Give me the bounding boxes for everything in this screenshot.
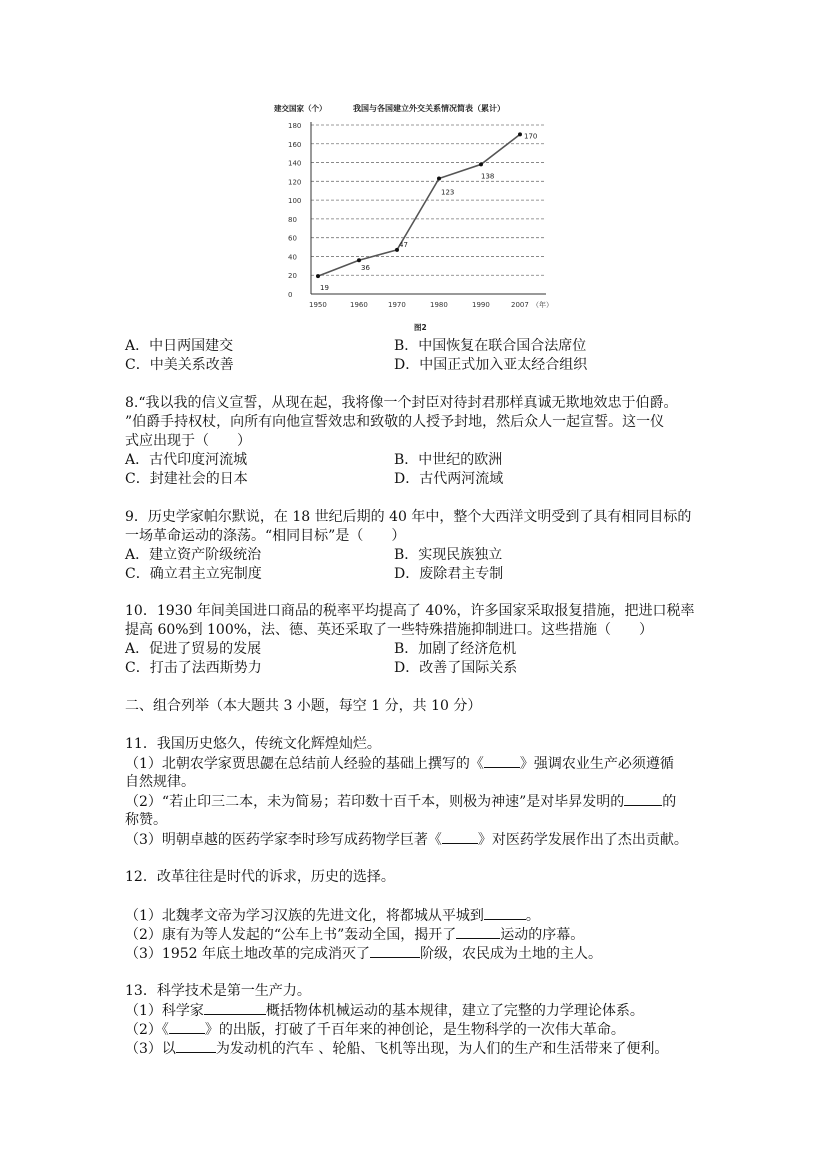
q13-item-1-text-b: 概括物体机械运动的基本规律，建立了完整的力学理论体系。 <box>265 1003 644 1019</box>
q10-stem-line-1: 10．1930 年间美国进口商品的税率平均提高了 40%，许多国家采取报复措施，把进口税率 <box>125 603 695 619</box>
q12-item-1 <box>125 905 540 926</box>
q11-item-3 <box>125 829 688 850</box>
q8-option-b: B．中世纪的欧洲 <box>394 452 503 468</box>
chart-series-line <box>318 134 520 276</box>
q11-item-2-cont: 称赞。 <box>125 812 167 828</box>
q7-option-d: D．中国正式加入亚太经合组织 <box>394 357 588 373</box>
chart-x-tick-label: 1970 <box>388 301 406 309</box>
q8-option-d: D．古代两河流域 <box>394 471 504 487</box>
q12-item-1-text-b: 。 <box>525 908 540 924</box>
chart-svg <box>268 98 568 338</box>
chart-x-tick-label: 1980 <box>430 301 448 309</box>
q11-item-2 <box>125 791 676 812</box>
q12-stem: 12．改革往往是时代的诉求，历史的选择。 <box>125 869 395 885</box>
q11-item-3-text-a: （3）明朝卓越的医药学家李时珍写成药物学巨著《 <box>125 832 442 848</box>
q8-stem-line-3: 式应出现于（ ） <box>125 433 251 449</box>
chart-y-tick-label: 120 <box>288 178 302 187</box>
q8-option-a: A．古代印度河流城 <box>125 452 248 468</box>
chart-data-label: 36 <box>361 264 370 273</box>
q13-item-3-text-a: （3）以 <box>125 1041 176 1057</box>
q13-item-3 <box>125 1038 668 1059</box>
q8-option-c: C．封建社会的日本 <box>125 471 248 487</box>
q9-stem-line-2: 一场革命运动的涤荡。“相同目标”是（ ） <box>125 528 406 544</box>
q13-item-2-text-a: （2）《 <box>125 1022 169 1038</box>
chart-x-tick-label: 2007 <box>511 301 529 309</box>
q13-item-1 <box>125 1000 644 1021</box>
q9-option-a: A．建立资产阶级统治 <box>125 547 262 563</box>
q12-item-2-text-a: （2）康有为等人发起的“公车上书”轰动全国，揭开了 <box>125 927 457 943</box>
q11-item-1-cont: 自然规律。 <box>125 774 195 790</box>
chart-data-label: 19 <box>320 284 329 293</box>
chart-data-point <box>479 162 483 166</box>
chart-y-tick-label: 0 <box>288 291 293 299</box>
q12-item-2 <box>125 924 584 945</box>
q11-item-1-text-b: 》强调农业生产必须遵循 <box>519 756 674 772</box>
q12-item-3-text-b: 阶级，农民成为土地的主人。 <box>420 946 602 962</box>
q11-item-3-text-b: 》对医药学发展作出了杰出贡献。 <box>477 832 688 848</box>
q10-option-d: D．改善了国际关系 <box>394 660 518 676</box>
q12-blank-1[interactable] <box>484 905 526 920</box>
q7-option-b: B．中国恢复在联合国合法席位 <box>394 338 587 354</box>
chart-data-label: 170 <box>524 132 538 141</box>
chart-x-tick-label: 1990 <box>472 301 490 309</box>
q11-item-1 <box>125 753 674 774</box>
q13-item-2-text-b: 》的出版，打破了千百年来的神创论，是生物科学的一次伟大革命。 <box>204 1022 625 1038</box>
chart-y-tick-label: 80 <box>288 215 297 224</box>
chart-title: 我国与各国建立外交关系情况简表（累计） <box>353 104 505 113</box>
q9-stem-line-1: 9．历史学家帕尔默说，在 18 世纪后期的 40 年中，整个大西洋文明受到了具有相同目标的 <box>125 509 692 525</box>
q13-blank-2[interactable] <box>169 1019 205 1034</box>
chart-data-point <box>316 274 320 278</box>
chart-y-tick-label: 180 <box>288 122 302 130</box>
chart-y-tick-label: 40 <box>288 253 297 262</box>
q11-item-2-text-a: （2）“若止印三二本，未为简易；若印数十百千本，则极为神速”是对毕昇发明的 <box>125 794 625 810</box>
chart-data-label: 123 <box>441 188 455 197</box>
q12-blank-3[interactable] <box>370 943 420 958</box>
q12-item-3 <box>125 943 602 964</box>
q11-stem: 11．我国历史悠久，传统文化辉煌灿烂。 <box>125 736 381 752</box>
q13-blank-1[interactable] <box>204 1000 266 1015</box>
q11-item-2-text-b: 的 <box>662 794 677 810</box>
section-2-title: 二、组合列举（本大题共 3 小题，每空 1 分，共 10 分） <box>125 698 482 714</box>
q13-item-3-text-b: 为发动机的汽车 、轮船、飞机等出现，为人们的生产和生活带来了便利。 <box>215 1041 669 1057</box>
chart-y-tick-label: 160 <box>288 140 302 149</box>
q13-blank-3[interactable] <box>176 1038 216 1053</box>
chart-caption: 图2 <box>414 323 427 332</box>
q10-option-b: B．加剧了经济危机 <box>394 641 517 657</box>
q11-blank-3[interactable] <box>442 829 478 844</box>
q9-option-b: B．实现民族独立 <box>394 547 503 563</box>
q8-stem-line-2: ”伯爵手持权杖，向所有向他宣誓效忠和致敬的人授予封地，然后众人一起宣誓。这一仪 <box>125 414 665 430</box>
q9-option-c: C．确立君主立宪制度 <box>125 566 262 582</box>
q10-stem-line-2: 提高 60%到 100%，法、德、英还采取了一些特殊措施抑制进口。这些措施（ ） <box>125 622 654 638</box>
q10-option-a: A．促进了贸易的发展 <box>125 641 262 657</box>
q13-stem: 13．科学技术是第一生产力。 <box>125 983 311 999</box>
chart-data-label: 47 <box>399 240 408 249</box>
q11-blank-2[interactable] <box>624 791 662 806</box>
chart-data-point <box>437 177 441 181</box>
q12-blank-2[interactable] <box>456 924 500 939</box>
chart-y-tick-label: 140 <box>288 159 302 168</box>
q7-option-a: A．中日两国建交 <box>125 338 234 354</box>
q12-item-3-text-a: （3）1952 年底土地改革的完成消灭了 <box>125 946 370 962</box>
chart-data-point <box>357 258 361 262</box>
q9-option-d: D．废除君主专制 <box>394 566 504 582</box>
chart-data-label: 138 <box>481 172 495 181</box>
q11-item-1-text-a: （1）北朝农学家贾思勰在总结前人经验的基础上撰写的《 <box>125 756 484 772</box>
chart-x-tick-label: 1950 <box>309 301 327 309</box>
q7-option-c: C．中美关系改善 <box>125 357 234 373</box>
chart-data-point <box>518 132 522 136</box>
chart-y-tick-label: 100 <box>288 197 302 206</box>
q10-option-c: C．打击了法西斯势力 <box>125 660 262 676</box>
q13-item-2 <box>125 1019 625 1040</box>
chart-xlabel: （年） <box>532 301 553 309</box>
q12-item-1-text-a: （1）北魏孝文帝为学习汉族的先进文化，将都城从平城到 <box>125 908 484 924</box>
chart-y-tick-label: 60 <box>288 234 297 243</box>
q12-item-2-text-b: 运动的序幕。 <box>500 927 585 943</box>
chart-y-tick-label: 20 <box>288 272 297 281</box>
chart-ylabel: 建交国家（个） <box>274 104 327 113</box>
chart-x-tick-label: 1960 <box>350 301 368 309</box>
diplomatic-relations-chart <box>268 98 568 338</box>
q8-stem-line-1: 8.“我以我的信义宣誓，从现在起，我将像一个封臣对待封君那样真诚无欺地效忠于伯爵。 <box>125 395 678 411</box>
q11-blank-1[interactable] <box>484 753 520 768</box>
q13-item-1-text-a: （1）科学家 <box>125 1003 204 1019</box>
